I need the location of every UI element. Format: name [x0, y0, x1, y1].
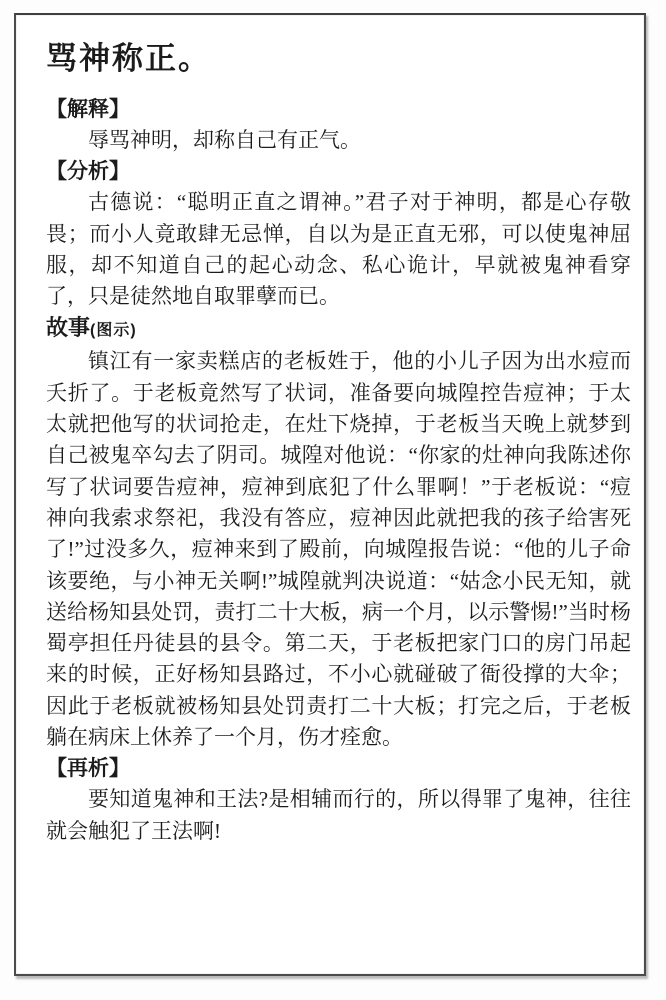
- story-heading-main: 故事: [46, 315, 91, 341]
- section-heading-story: [46, 312, 631, 346]
- section-heading-analysis: 【分析】: [46, 160, 130, 184]
- section-heading-explain: 【解释】: [46, 98, 130, 121]
- page-border: [14, 13, 646, 976]
- story-heading-sub: (图示): [90, 322, 137, 340]
- page-content: [16, 15, 644, 847]
- reanalysis-text: 要知道鬼神和王法?是相辅而行的，所以得罪了鬼神，往往就会触犯了王法啊!: [46, 787, 631, 843]
- section-heading-reanalysis: 【再析】: [46, 757, 130, 781]
- analysis-text: 古德说：“聪明正直之谓神。”君子对于神明，都是心存敬畏；而小人竟敢肆无忌惮，自以为是正直无邪，可以使鬼神屈服，却不知道自己的起心动念、私心诡计，早就被鬼神看穿了，只是徒然地自取罪孽而已。: [46, 190, 631, 309]
- story-text: 镇江有一家卖糕店的老板姓于，他的小儿子因为出水痘而夭折了。于老板竟然写了状词，准备要向城隍控告痘神；于太太就把他写的状词抢走，在灶下烧掉，于老板当天晚上就梦到自己被鬼卒勾去了阴司。城隍对他说：“你家的灶神向我陈述你写了状词要告痘神，痘神到底犯了什么罪啊！”于老板说：“痘神向我索求祭祀，我没有答应，痘神因此就把我的孩子给害死了!”过没多久，痘神来到了殿前，向城隍报告说：“他的儿子命该要绝，与小神无关啊!”城隍就判决说道：“姑念小民无知，就送给杨知县处罚，责打二十大板，病一个月，以示警惕!”当时杨蜀亭担任丹徒县的县令。第二天，于老板把家门口的房门吊起来的时候，正好杨知县路过，不小心就碰破了衙役撑的大伞；因此于老板就被杨知县处罚责打二十大板；打完之后，于老板躺在病床上休养了一个月，伤才痊愈。: [46, 349, 631, 750]
- explain-text: 辱骂神明，却称自己有正气。: [88, 128, 361, 152]
- page-title: 骂神称正。: [46, 41, 211, 76]
